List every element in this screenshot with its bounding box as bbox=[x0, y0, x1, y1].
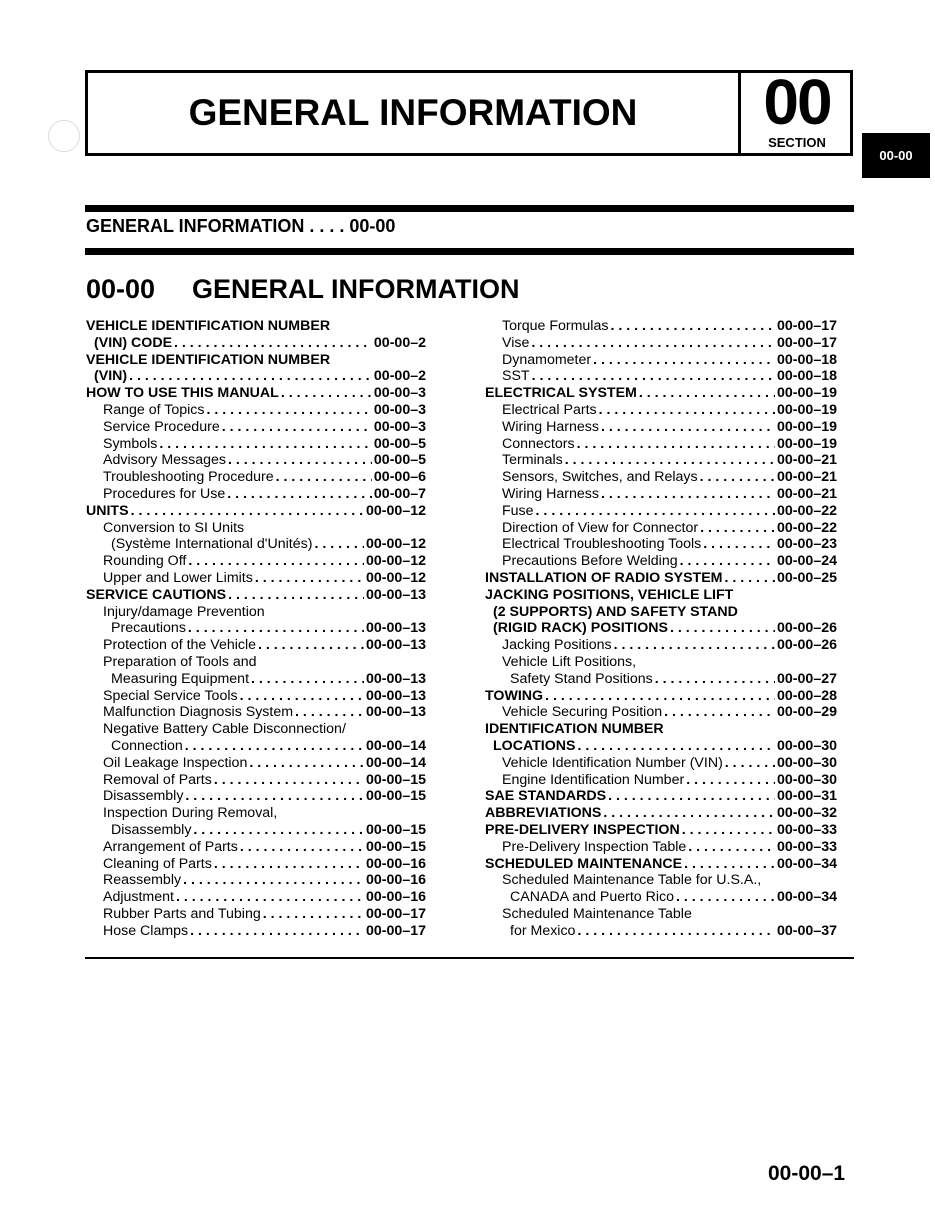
toc-entry[interactable] bbox=[485, 385, 837, 402]
toc-entry-page: 00-00–32 bbox=[777, 805, 837, 822]
toc-entry-title: Precautions Before Welding bbox=[502, 553, 678, 570]
dot-leader bbox=[701, 536, 775, 553]
toc-entry-page: 00-00–18 bbox=[777, 351, 837, 368]
toc-entry-page: 00-00–3 bbox=[373, 401, 426, 418]
toc-entry-title: Preparation of Tools and bbox=[103, 653, 257, 670]
dot-leader bbox=[723, 570, 776, 587]
toc-entry[interactable] bbox=[485, 486, 837, 503]
toc-entry[interactable] bbox=[86, 856, 426, 873]
toc-entry[interactable] bbox=[485, 856, 837, 873]
toc-entry-page: 00-00–22 bbox=[777, 519, 837, 536]
dot-leader bbox=[261, 906, 364, 923]
section-label: SECTION bbox=[768, 135, 826, 150]
dot-leader bbox=[698, 520, 775, 537]
toc-entry-page: 00-00–16 bbox=[366, 872, 426, 889]
toc-entry-page: 00-00–15 bbox=[366, 838, 426, 855]
toc-entry[interactable] bbox=[86, 587, 426, 604]
dot-leader bbox=[680, 822, 775, 839]
toc-entry[interactable] bbox=[86, 637, 426, 654]
toc-entry[interactable] bbox=[86, 923, 426, 940]
dot-leader bbox=[534, 503, 775, 520]
toc-entry-title: (RIGID RACK) POSITIONS bbox=[493, 620, 668, 637]
toc-entry-page: 00-00–29 bbox=[777, 704, 837, 721]
dot-leader bbox=[225, 486, 372, 503]
toc-entry[interactable] bbox=[485, 889, 837, 906]
heading-number: 00-00 bbox=[86, 274, 156, 304]
toc-entry-title: Wiring Harness bbox=[502, 485, 599, 502]
toc-entry-title: Dynamometer bbox=[502, 351, 592, 368]
toc-entry-page: 00-00–26 bbox=[777, 620, 837, 637]
toc-entry-page: 00-00–12 bbox=[366, 502, 426, 519]
toc-entry-title: Malfunction Diagnosis System bbox=[103, 704, 294, 721]
toc-entry-page: 00-00–33 bbox=[777, 838, 837, 855]
toc-entry-title: Scheduled Maintenance Table bbox=[502, 905, 692, 922]
toc-entry[interactable] bbox=[485, 436, 837, 453]
dot-leader bbox=[653, 671, 775, 688]
toc-entry bbox=[485, 587, 837, 604]
toc-entry[interactable] bbox=[86, 436, 426, 453]
dot-leader bbox=[127, 368, 372, 385]
toc-entry-title: Connectors bbox=[502, 435, 575, 452]
toc-entry-title: Measuring Equipment bbox=[111, 670, 250, 687]
toc-entry-title: Cleaning of Parts bbox=[103, 855, 212, 872]
toc-entry bbox=[485, 872, 837, 889]
toc-entry[interactable] bbox=[485, 688, 837, 705]
toc-entry-page: 00-00–27 bbox=[777, 670, 837, 687]
toc-entry-title: Protection of the Vehicle bbox=[103, 637, 257, 654]
toc-entry-title: Removal of Parts bbox=[103, 771, 212, 788]
toc-entry-page: 00-00–34 bbox=[777, 889, 837, 906]
toc-entry-title: Special Service Tools bbox=[103, 687, 238, 704]
toc-entry[interactable] bbox=[86, 788, 426, 805]
toc-entry-page: 00-00–13 bbox=[366, 637, 426, 654]
toc-entry-page: 00-00–18 bbox=[777, 368, 837, 385]
dot-leader bbox=[678, 553, 775, 570]
dot-leader bbox=[597, 402, 775, 419]
toc-entry[interactable] bbox=[86, 402, 426, 419]
toc-entry[interactable] bbox=[485, 923, 837, 940]
toc-entry-page: 00-00–13 bbox=[366, 670, 426, 687]
toc-entry-page: 00-00–19 bbox=[777, 435, 837, 452]
toc-entry[interactable] bbox=[485, 503, 837, 520]
toc-entry-page: 00-00–14 bbox=[366, 754, 426, 771]
dot-leader bbox=[637, 385, 775, 402]
toc-entry[interactable] bbox=[485, 788, 837, 805]
toc-entry-title: LOCATIONS bbox=[493, 737, 576, 754]
section-title: GENERAL INFORMATION bbox=[188, 92, 638, 133]
toc-entry bbox=[86, 352, 426, 369]
toc-entry-title: Electrical Troubleshooting Tools bbox=[502, 536, 702, 553]
toc-entry-title: Wiring Harness bbox=[502, 418, 599, 435]
toc-entry-title: Range of Topics bbox=[103, 401, 205, 418]
toc-entry-title: Symbols bbox=[103, 435, 158, 452]
toc-entry-page: 00-00–15 bbox=[366, 771, 426, 788]
toc-entry-page: 00-00–26 bbox=[777, 637, 837, 654]
dot-leader bbox=[226, 587, 364, 604]
toc-entry bbox=[485, 654, 837, 671]
dot-leader bbox=[686, 839, 775, 856]
dot-leader bbox=[174, 889, 364, 906]
second-rule bbox=[85, 248, 854, 255]
toc-entry-title: Scheduled Maintenance Table for U.S.A., bbox=[502, 872, 762, 889]
toc-entry-title: IDENTIFICATION NUMBER bbox=[485, 721, 664, 738]
toc-entry-page: 00-00–34 bbox=[777, 855, 837, 872]
toc-entry-title: TOWING bbox=[485, 687, 544, 704]
toc-entry-title: SST bbox=[502, 368, 530, 385]
dot-leader bbox=[293, 704, 364, 721]
dot-leader bbox=[188, 923, 364, 940]
toc-entry[interactable] bbox=[485, 839, 837, 856]
toc-entry[interactable] bbox=[86, 822, 426, 839]
dot-leader bbox=[668, 620, 775, 637]
toc-entry-page: 00-00–5 bbox=[373, 452, 426, 469]
toc-entry[interactable] bbox=[485, 570, 837, 587]
dot-leader bbox=[226, 452, 372, 469]
toc-entry-title: CANADA and Puerto Rico bbox=[510, 889, 675, 906]
dot-leader bbox=[575, 436, 775, 453]
section-header-box bbox=[85, 66, 853, 156]
toc-entry[interactable] bbox=[485, 419, 837, 436]
dot-leader bbox=[684, 772, 775, 789]
toc-entry bbox=[86, 721, 426, 738]
dot-leader bbox=[599, 419, 775, 436]
toc-entry-page: 00-00–16 bbox=[366, 855, 426, 872]
toc-entry[interactable] bbox=[485, 368, 837, 385]
toc-entry[interactable] bbox=[86, 486, 426, 503]
toc-entry-page: 00-00–25 bbox=[777, 569, 837, 586]
toc-entry[interactable] bbox=[86, 536, 426, 553]
toc-entry-title: Injury/damage Prevention bbox=[103, 603, 265, 620]
toc-entry-title: Electrical Parts bbox=[502, 401, 597, 418]
toc-entry-page: 00-00–17 bbox=[777, 318, 837, 334]
dot-leader bbox=[312, 536, 364, 553]
dot-leader bbox=[204, 402, 371, 419]
toc-entry-page: 00-00–7 bbox=[373, 485, 426, 502]
dot-leader bbox=[129, 503, 364, 520]
toc-entry[interactable] bbox=[485, 805, 837, 822]
dot-leader bbox=[172, 335, 372, 352]
toc-entry-page: 00-00–23 bbox=[777, 536, 837, 553]
toc-entry-title: VEHICLE IDENTIFICATION NUMBER bbox=[86, 351, 331, 368]
dot-leader bbox=[238, 839, 364, 856]
toc-entry-page: 00-00–13 bbox=[366, 586, 426, 603]
dot-leader bbox=[601, 805, 775, 822]
dot-leader bbox=[599, 486, 775, 503]
binder-hole-mark bbox=[48, 120, 80, 152]
toc-entry-title: Jacking Positions bbox=[502, 637, 612, 654]
toc-entry-page: 00-00–30 bbox=[777, 771, 837, 788]
toc-entry-page: 00-00–37 bbox=[777, 922, 837, 939]
toc-entry-page: 00-00–15 bbox=[366, 821, 426, 838]
toc-entry[interactable] bbox=[86, 872, 426, 889]
toc-entry-page: 00-00–3 bbox=[373, 418, 426, 435]
toc-entry-title: Engine Identification Number bbox=[502, 771, 685, 788]
toc-entry[interactable] bbox=[485, 755, 837, 772]
toc-entry-page: 00-00–12 bbox=[366, 569, 426, 586]
toc-entry[interactable] bbox=[485, 452, 837, 469]
toc-entry-title: Safety Stand Positions bbox=[510, 670, 653, 687]
dot-leader bbox=[575, 923, 775, 940]
toc-entry[interactable] bbox=[485, 335, 837, 352]
toc-entry-page: 00-00–5 bbox=[373, 435, 426, 452]
toc-entry-page: 00-00–16 bbox=[366, 889, 426, 906]
toc-entry[interactable] bbox=[485, 772, 837, 789]
toc-entry-title: Conversion to SI Units bbox=[103, 519, 245, 536]
toc-entry-title: Vehicle Lift Positions, bbox=[502, 653, 637, 670]
toc-entry[interactable] bbox=[86, 688, 426, 705]
toc-entry-title: Torque Formulas bbox=[502, 318, 609, 334]
section-number: 00 bbox=[763, 66, 831, 138]
toc-entry-title: HOW TO USE THIS MANUAL bbox=[86, 385, 279, 402]
dot-leader bbox=[698, 469, 775, 486]
toc-entry[interactable] bbox=[485, 671, 837, 688]
toc-entry[interactable] bbox=[86, 570, 426, 587]
toc-entry-page: 00-00–15 bbox=[366, 788, 426, 805]
dot-leader bbox=[186, 553, 364, 570]
toc-entry-title: Fuse bbox=[502, 502, 534, 519]
dot-leader bbox=[530, 368, 775, 385]
dot-leader bbox=[212, 856, 364, 873]
toc-entry-page: 00-00–33 bbox=[777, 821, 837, 838]
toc-entry-title: PRE-DELIVERY INSPECTION bbox=[485, 821, 680, 838]
toc-entry-page: 00-00–21 bbox=[777, 485, 837, 502]
toc-entry-title: Arrangement of Parts bbox=[103, 838, 238, 855]
dot-leader bbox=[723, 755, 775, 772]
toc-entry-page: 00-00–3 bbox=[373, 385, 426, 402]
toc-entry[interactable] bbox=[86, 906, 426, 923]
toc-entry-title: (VIN) CODE bbox=[94, 334, 173, 351]
toc-entry-page: 00-00–22 bbox=[777, 502, 837, 519]
toc-entry-page: 00-00–24 bbox=[777, 553, 837, 570]
toc-entry[interactable] bbox=[86, 620, 426, 637]
dot-leader bbox=[238, 688, 364, 705]
dot-leader bbox=[674, 889, 775, 906]
toc-entry-title: ABBREVIATIONS bbox=[485, 805, 602, 822]
toc-entry[interactable] bbox=[485, 520, 837, 537]
page-number: 00-00–1 bbox=[768, 1162, 846, 1185]
toc-entry[interactable] bbox=[485, 402, 837, 419]
toc-entry-page: 00-00–31 bbox=[777, 788, 837, 805]
toc-entry[interactable] bbox=[86, 553, 426, 570]
dot-leader bbox=[220, 419, 372, 436]
toc-entry bbox=[485, 906, 837, 923]
dot-leader bbox=[529, 335, 775, 352]
toc-right-column bbox=[485, 318, 837, 939]
toc-entry[interactable] bbox=[86, 738, 426, 755]
dot-leader bbox=[279, 385, 372, 402]
toc-entry[interactable] bbox=[485, 822, 837, 839]
dot-leader bbox=[212, 772, 364, 789]
toc-entry-title: JACKING POSITIONS, VEHICLE LIFT bbox=[485, 586, 734, 603]
toc-entry-page: 00-00–19 bbox=[777, 401, 837, 418]
toc-entry-page: 00-00–13 bbox=[366, 620, 426, 637]
toc-entry[interactable] bbox=[86, 419, 426, 436]
toc-entry-title: Vise bbox=[502, 334, 530, 351]
toc-entry[interactable] bbox=[86, 755, 426, 772]
toc-entry-title: (VIN) bbox=[94, 368, 128, 385]
toc-entry-page: 00-00–30 bbox=[777, 754, 837, 771]
dot-leader bbox=[563, 452, 775, 469]
toc-entry-title: SERVICE CAUTIONS bbox=[86, 586, 227, 603]
dot-leader bbox=[247, 755, 364, 772]
toc-entry-page: 00-00–12 bbox=[366, 536, 426, 553]
toc-entry-title: Pre-Delivery Inspection Table bbox=[502, 838, 687, 855]
toc-entry[interactable] bbox=[86, 671, 426, 688]
dot-leader bbox=[591, 352, 775, 369]
toc-entry-title: for Mexico bbox=[510, 922, 576, 939]
bottom-rule bbox=[85, 957, 854, 959]
toc-entry-title: Troubleshooting Procedure bbox=[103, 469, 274, 486]
toc-entry bbox=[86, 654, 426, 671]
toc-entry-title: Inspection During Removal, bbox=[103, 805, 278, 822]
toc-entry[interactable] bbox=[485, 704, 837, 721]
toc-entry[interactable] bbox=[86, 704, 426, 721]
toc-entry bbox=[86, 805, 426, 822]
toc-entry-title: Advisory Messages bbox=[103, 452, 227, 469]
toc-entry bbox=[485, 721, 837, 738]
dot-leader bbox=[157, 436, 372, 453]
toc-entry-page: 00-00–12 bbox=[366, 553, 426, 570]
toc-entry-title: Oil Leakage Inspection bbox=[103, 754, 248, 771]
toc-entry bbox=[86, 604, 426, 621]
dot-leader bbox=[181, 872, 364, 889]
dot-leader bbox=[608, 318, 775, 335]
heading-title: GENERAL INFORMATION bbox=[192, 274, 520, 304]
toc-entry-page: 00-00–13 bbox=[366, 687, 426, 704]
toc-entry-page: 00-00–17 bbox=[366, 922, 426, 939]
dot-leader bbox=[253, 570, 364, 587]
toc-entry-title: SCHEDULED MAINTENANCE bbox=[485, 855, 683, 872]
toc-entry[interactable] bbox=[86, 889, 426, 906]
dot-leader bbox=[186, 620, 364, 637]
toc-entry bbox=[86, 520, 426, 537]
toc-entry-title: Reassembly bbox=[103, 872, 182, 889]
dot-leader bbox=[191, 822, 364, 839]
toc-entry-title: Negative Battery Cable Disconnection/ bbox=[103, 721, 346, 738]
toc-entry-title: SAE STANDARDS bbox=[485, 788, 607, 805]
toc-entry-page: 00-00–19 bbox=[777, 385, 837, 402]
toc-entry-page: 00-00–28 bbox=[777, 687, 837, 704]
dot-leader bbox=[662, 704, 775, 721]
toc-entry-title: (Système International d'Unités) bbox=[111, 536, 313, 553]
toc-entry-title: Rubber Parts and Tubing bbox=[103, 905, 261, 922]
toc-entry-title: Hose Clamps bbox=[103, 922, 189, 939]
toc-entry[interactable] bbox=[485, 553, 837, 570]
toc-entry[interactable] bbox=[86, 469, 426, 486]
toc-entry[interactable] bbox=[485, 318, 837, 335]
toc-entry-title: Connection bbox=[111, 737, 183, 754]
toc-entry[interactable] bbox=[86, 503, 426, 520]
dot-leader bbox=[682, 856, 775, 873]
toc-entry[interactable] bbox=[485, 536, 837, 553]
dot-leader bbox=[576, 738, 776, 755]
toc-entry bbox=[86, 318, 426, 335]
toc-entry[interactable] bbox=[86, 368, 426, 385]
toc-entry-page: 00-00–13 bbox=[366, 704, 426, 721]
toc-entry-page: 00-00–2 bbox=[373, 368, 426, 385]
dot-leader bbox=[274, 469, 372, 486]
top-rule bbox=[85, 205, 854, 212]
toc-entry-page: 00-00–14 bbox=[366, 737, 426, 754]
toc-entry-page: 00-00–17 bbox=[366, 905, 426, 922]
toc-entry-page: 00-00–21 bbox=[777, 452, 837, 469]
page-heading bbox=[86, 274, 520, 305]
toc-entry-title: Disassembly bbox=[103, 788, 184, 805]
toc-entry-title: Upper and Lower Limits bbox=[103, 569, 253, 586]
toc-entry-page: 00-00–19 bbox=[777, 418, 837, 435]
toc-entry-title: UNITS bbox=[86, 502, 129, 519]
toc-entry-title: Vehicle Identification Number (VIN) bbox=[502, 754, 723, 771]
toc-entry-title: Adjustment bbox=[103, 889, 174, 906]
toc-entry[interactable] bbox=[485, 469, 837, 486]
dot-leader bbox=[249, 671, 364, 688]
dot-leader bbox=[543, 688, 775, 705]
toc-entry-title: INSTALLATION OF RADIO SYSTEM bbox=[485, 569, 723, 586]
toc-entry-title: Sensors, Switches, and Relays bbox=[502, 469, 698, 486]
dot-leader bbox=[183, 738, 364, 755]
toc-entry bbox=[485, 604, 837, 621]
toc-entry[interactable] bbox=[86, 772, 426, 789]
toc-entry[interactable] bbox=[485, 352, 837, 369]
toc-entry-title: Terminals bbox=[502, 452, 563, 469]
toc-entry-title: Service Procedure bbox=[103, 418, 220, 435]
toc-entry[interactable] bbox=[86, 452, 426, 469]
section-summary[interactable]: GENERAL INFORMATION . . . . 00-00 bbox=[86, 216, 396, 236]
toc-entry-title: Direction of View for Connector bbox=[502, 519, 699, 536]
toc-entry-page: 00-00–21 bbox=[777, 469, 837, 486]
toc-entry[interactable] bbox=[485, 738, 837, 755]
toc-entry-title: ELECTRICAL SYSTEM bbox=[485, 385, 637, 402]
dot-leader bbox=[256, 637, 364, 654]
toc-entry-title: Procedures for Use bbox=[103, 485, 226, 502]
section-side-tab[interactable]: 00-00 bbox=[862, 133, 930, 178]
toc-entry-page: 00-00–6 bbox=[373, 469, 426, 486]
toc-left-column bbox=[86, 318, 426, 939]
toc-entry-title: Disassembly bbox=[111, 821, 192, 838]
toc-entry-title: (2 SUPPORTS) AND SAFETY STAND bbox=[493, 603, 738, 620]
toc-entry[interactable] bbox=[485, 637, 837, 654]
toc-entry[interactable] bbox=[86, 385, 426, 402]
dot-leader bbox=[606, 788, 775, 805]
toc-entry-page: 00-00–17 bbox=[777, 334, 837, 351]
toc-entry-title: Rounding Off bbox=[103, 553, 187, 570]
dot-leader bbox=[183, 788, 364, 805]
toc-entry-title: Precautions bbox=[111, 620, 186, 637]
toc-entry-page: 00-00–30 bbox=[777, 737, 837, 754]
toc-entry[interactable] bbox=[485, 620, 837, 637]
toc-entry-title: VEHICLE IDENTIFICATION NUMBER bbox=[86, 318, 331, 334]
toc-entry[interactable] bbox=[86, 335, 426, 352]
toc-entry-title: Vehicle Securing Position bbox=[502, 704, 663, 721]
toc-entry[interactable] bbox=[86, 839, 426, 856]
dot-leader bbox=[612, 637, 775, 654]
toc-entry-page: 00-00–2 bbox=[373, 334, 426, 351]
